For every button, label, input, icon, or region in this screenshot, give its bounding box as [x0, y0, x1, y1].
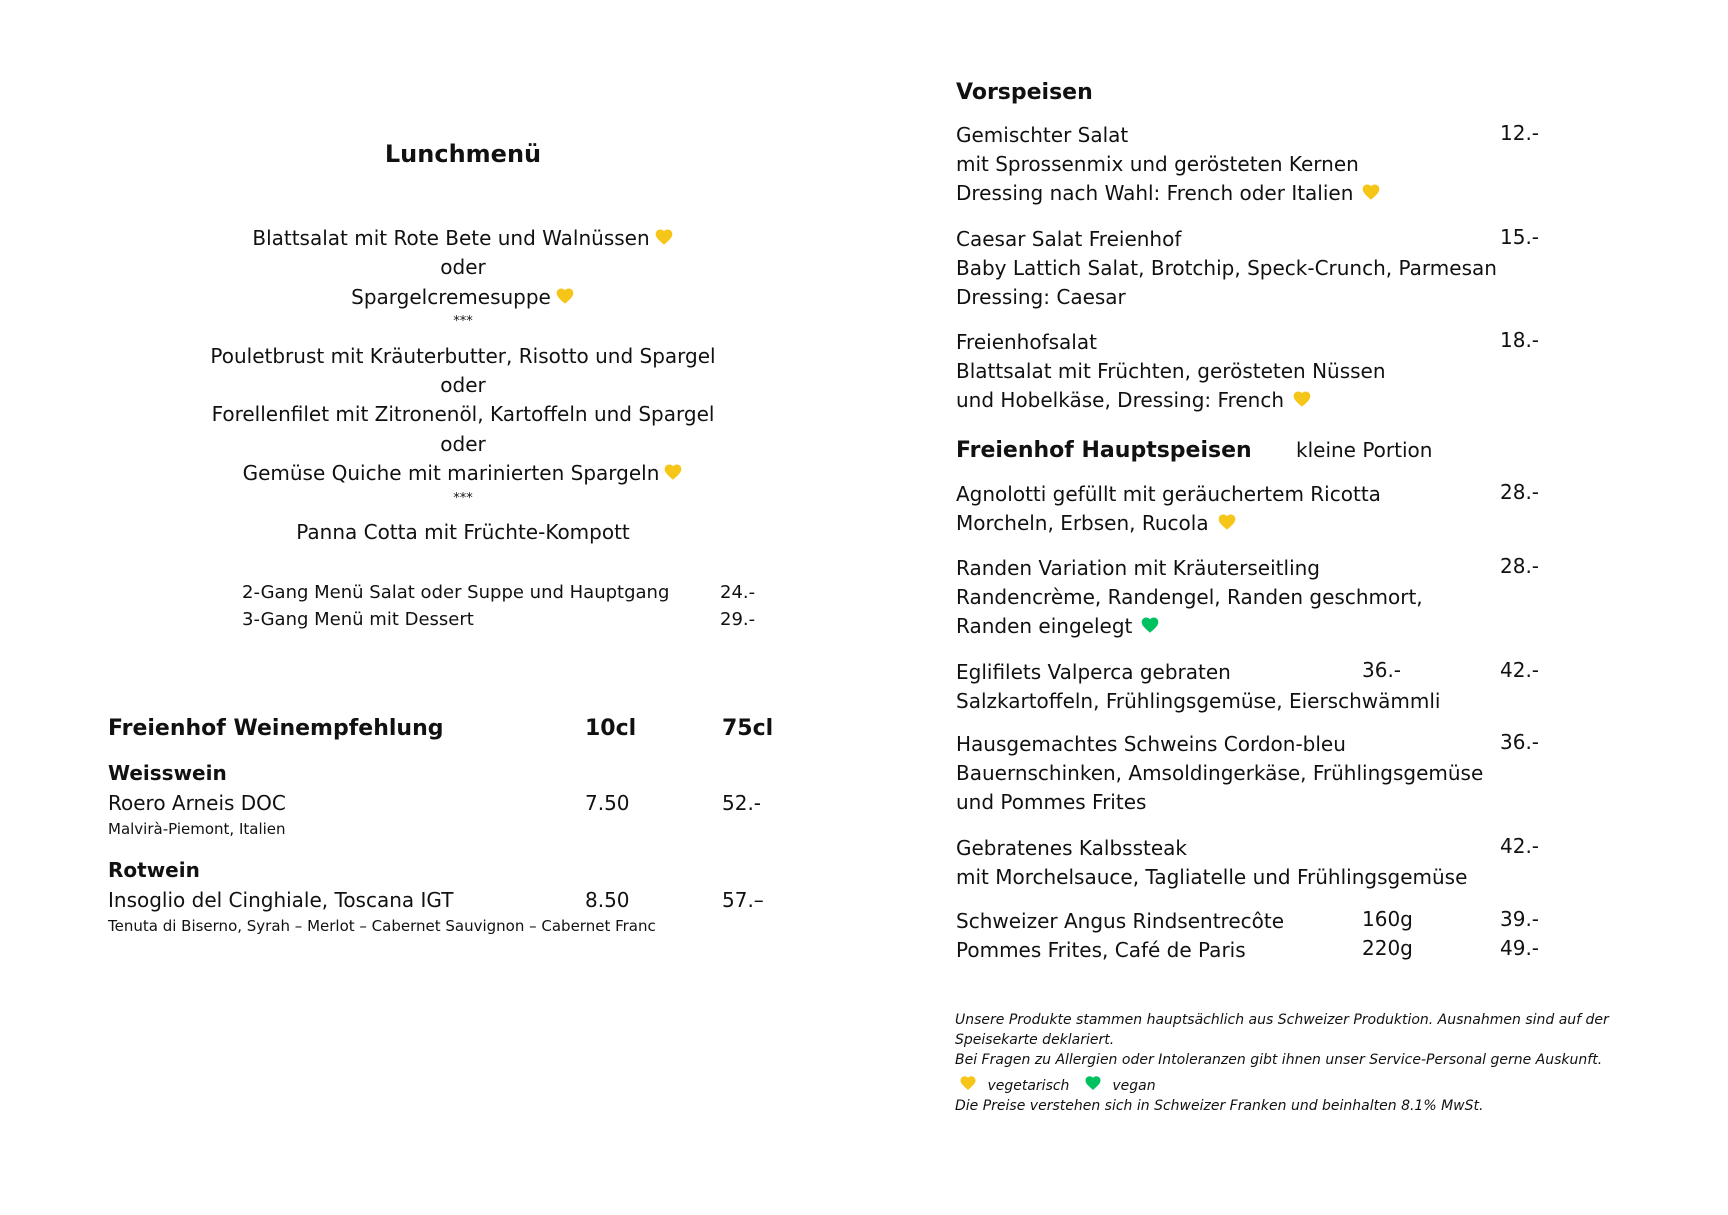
yellow-heart-icon [1361, 182, 1381, 202]
dish-text: Randen Variation mit Kräuterseitling [956, 556, 1320, 580]
dish-name [956, 907, 1284, 936]
yellow-heart-icon [1217, 512, 1237, 532]
dish-price: 12.- [1500, 121, 1540, 145]
red-wine-name: Insoglio del Cinghiale, Toscana IGT [108, 888, 454, 912]
yellow-heart-icon [959, 1074, 977, 1092]
footer-origin-line1: Unsere Produkte stammen hauptsächlich aus Schweizer Produktion. Ausnahmen sind auf der [955, 1012, 1609, 1028]
dish-text: Dressing: Caesar [956, 285, 1126, 309]
dish-text: mit Sprossenmix und gerösteten Kernen [956, 152, 1359, 176]
dish-text: Hausgemachtes Schweins Cordon-bleu [956, 732, 1346, 756]
lunch-menu-item-text: oder [440, 431, 486, 456]
dish-description [956, 509, 1237, 538]
footer-allergy-line: Bei Fragen zu Allergien oder Intoleranzen gibt ihnen unser Service-Personal gerne Auskunft. [955, 1052, 1603, 1068]
dish-name [956, 121, 1128, 150]
course-separator [0, 312, 926, 341]
lunch-menu-item-text: oder [440, 372, 486, 397]
red-wine-price-10cl: 8.50 [585, 888, 630, 912]
dish-description [956, 583, 1423, 612]
lunch-menu-item [0, 283, 926, 312]
dish-name [956, 225, 1181, 254]
lunch-menu-item-text: Forellenfilet mit Zitronenöl, Kartoffeln und Spargel [211, 402, 715, 427]
lunch-menu-title: Lunchmenü [384, 140, 542, 168]
dish-text: Eglifilets Valperca gebraten [956, 660, 1231, 684]
dish-name [956, 328, 1097, 357]
dish-price: 49.- [1500, 936, 1540, 960]
lunch-menu-item [0, 224, 926, 253]
yellow-heart-icon [654, 227, 674, 247]
green-heart-icon [1084, 1074, 1102, 1092]
dish-text: Salzkartoffeln, Frühlingsgemüse, Eierschwämmli [956, 689, 1441, 713]
dish-text: Agnolotti gefüllt mit geräuchertem Ricotta [956, 482, 1381, 506]
legend-vegan: vegan [1112, 1078, 1156, 1094]
dish-description [956, 283, 1126, 312]
dish-price: 39.- [1500, 907, 1540, 931]
dish-price: 36.- [1500, 730, 1540, 754]
mains-title: Freienhof Hauptspeisen [956, 438, 1252, 463]
green-heart-icon [1140, 615, 1160, 635]
red-wine-detail: Tenuta di Biserno, Syrah – Merlot – Cabernet Sauvignon – Cabernet Franc [108, 917, 656, 935]
dish-price: 42.- [1500, 658, 1540, 682]
lunch-menu-item-text: Spargelcremesuppe [351, 284, 551, 309]
white-wine-category: Weisswein [108, 761, 227, 785]
dish-text: Dressing nach Wahl: French oder Italien [956, 181, 1354, 205]
lunch-menu-item [0, 253, 926, 282]
footer-price-note: Die Preise verstehen sich in Schweizer Franken und beinhalten 8.1% MwSt. [955, 1098, 1484, 1114]
dish-description [956, 788, 1146, 817]
lunch-menu-item-text: Panna Cotta mit Früchte-Kompott [296, 519, 630, 544]
dish-description [956, 612, 1160, 641]
two-course-label: 2-Gang Menü Salat oder Suppe und Hauptgang [242, 582, 670, 603]
dish-price: 42.- [1500, 834, 1540, 858]
lunch-menu-item-text: Gemüse Quiche mit marinierten Spargeln [242, 461, 660, 486]
red-wine-price-75cl: 57.– [722, 888, 764, 912]
dish-description [956, 936, 1246, 965]
lunch-menu-item-text: Pouletbrust mit Kräuterbutter, Risotto und Spargel [210, 343, 716, 368]
yellow-heart-icon [1292, 389, 1312, 409]
dish-text: Bauernschinken, Amsoldingerkäse, Frühlingsgemüse [956, 761, 1484, 785]
wine-title: Freienhof Weinempfehlung [108, 716, 444, 741]
dish-description [956, 357, 1386, 386]
dish-description [956, 179, 1381, 208]
yellow-heart-icon [663, 462, 683, 482]
lunch-menu-item-text: *** [453, 490, 473, 506]
white-wine-price-10cl: 7.50 [585, 791, 630, 815]
starters-title: Vorspeisen [956, 80, 1093, 105]
dish-text: Morcheln, Erbsen, Rucola [956, 511, 1209, 535]
white-wine-price-75cl: 52.- [722, 791, 762, 815]
dish-text: mit Morchelsauce, Tagliatelle und Frühlingsgemüse [956, 865, 1468, 889]
three-course-label: 3-Gang Menü mit Dessert [242, 609, 474, 630]
two-course-price: 24.- [720, 582, 756, 603]
lunch-menu-item [0, 400, 926, 429]
dish-text: Gebratenes Kalbssteak [956, 836, 1187, 860]
three-course-price: 29.- [720, 609, 756, 630]
lunch-menu-item [0, 342, 926, 371]
dish-text: Gemischter Salat [956, 123, 1129, 147]
dish-price: 28.- [1500, 554, 1540, 578]
dish-description [956, 863, 1467, 892]
dish-text: Baby Lattich Salat, Brotchip, Speck-Crunch, Parmesan [956, 256, 1497, 280]
lunch-menu-item-text: oder [440, 255, 486, 280]
dish-name [956, 554, 1320, 583]
dish-text: und Pommes Frites [956, 790, 1147, 814]
legend-vegetarian: vegetarisch [987, 1078, 1070, 1094]
dish-text: Randen eingelegt [956, 614, 1133, 638]
dish-name [956, 834, 1187, 863]
dish-text: Randencrème, Randengel, Randen geschmort, [956, 585, 1423, 609]
dish-description [956, 150, 1359, 179]
dish-name [956, 658, 1231, 687]
dish-description [956, 759, 1483, 788]
dish-price: 18.- [1500, 328, 1540, 352]
dish-text: Schweizer Angus Rindsentrecôte [956, 909, 1285, 933]
lunch-menu-item [0, 430, 926, 459]
dish-name [956, 480, 1381, 509]
lunch-menu-item [0, 459, 926, 488]
dish-name [956, 730, 1346, 759]
yellow-heart-icon [555, 286, 575, 306]
lunch-menu-list [0, 224, 926, 547]
dish-price: 15.- [1500, 225, 1540, 249]
dish-description [956, 687, 1440, 716]
dish-small-portion-price: 36.- [1362, 658, 1402, 682]
lunch-menu-item-text: Blattsalat mit Rote Bete und Walnüssen [252, 226, 650, 250]
dish-text: Pommes Frites, Café de Paris [956, 938, 1246, 962]
dish-text: Freienhofsalat [956, 330, 1097, 354]
dish-weight: 220g [1362, 936, 1413, 960]
wine-col-10cl: 10cl [585, 716, 637, 741]
dish-text: Caesar Salat Freienhof [956, 227, 1182, 251]
red-wine-category: Rotwein [108, 858, 200, 882]
lunch-menu-item [0, 518, 926, 547]
footer-legend [955, 1074, 1156, 1096]
dish-text: Blattsalat mit Früchten, gerösteten Nüssen [956, 359, 1386, 383]
wine-col-75cl: 75cl [722, 716, 774, 741]
course-separator [0, 489, 926, 518]
dish-price: 28.- [1500, 480, 1540, 504]
small-portion-label: kleine Portion [1296, 438, 1433, 462]
white-wine-name: Roero Arneis DOC [108, 791, 286, 815]
white-wine-detail: Malvirà-Piemont, Italien [108, 820, 286, 838]
footer-origin-line2: Speisekarte deklariert. [955, 1032, 1115, 1048]
dish-text: und Hobelkäse, Dressing: French [956, 388, 1284, 412]
lunch-menu-item [0, 371, 926, 400]
dish-description [956, 254, 1497, 283]
lunch-menu-item-text: *** [453, 314, 473, 330]
dish-description [956, 386, 1312, 415]
dish-weight: 160g [1362, 907, 1413, 931]
